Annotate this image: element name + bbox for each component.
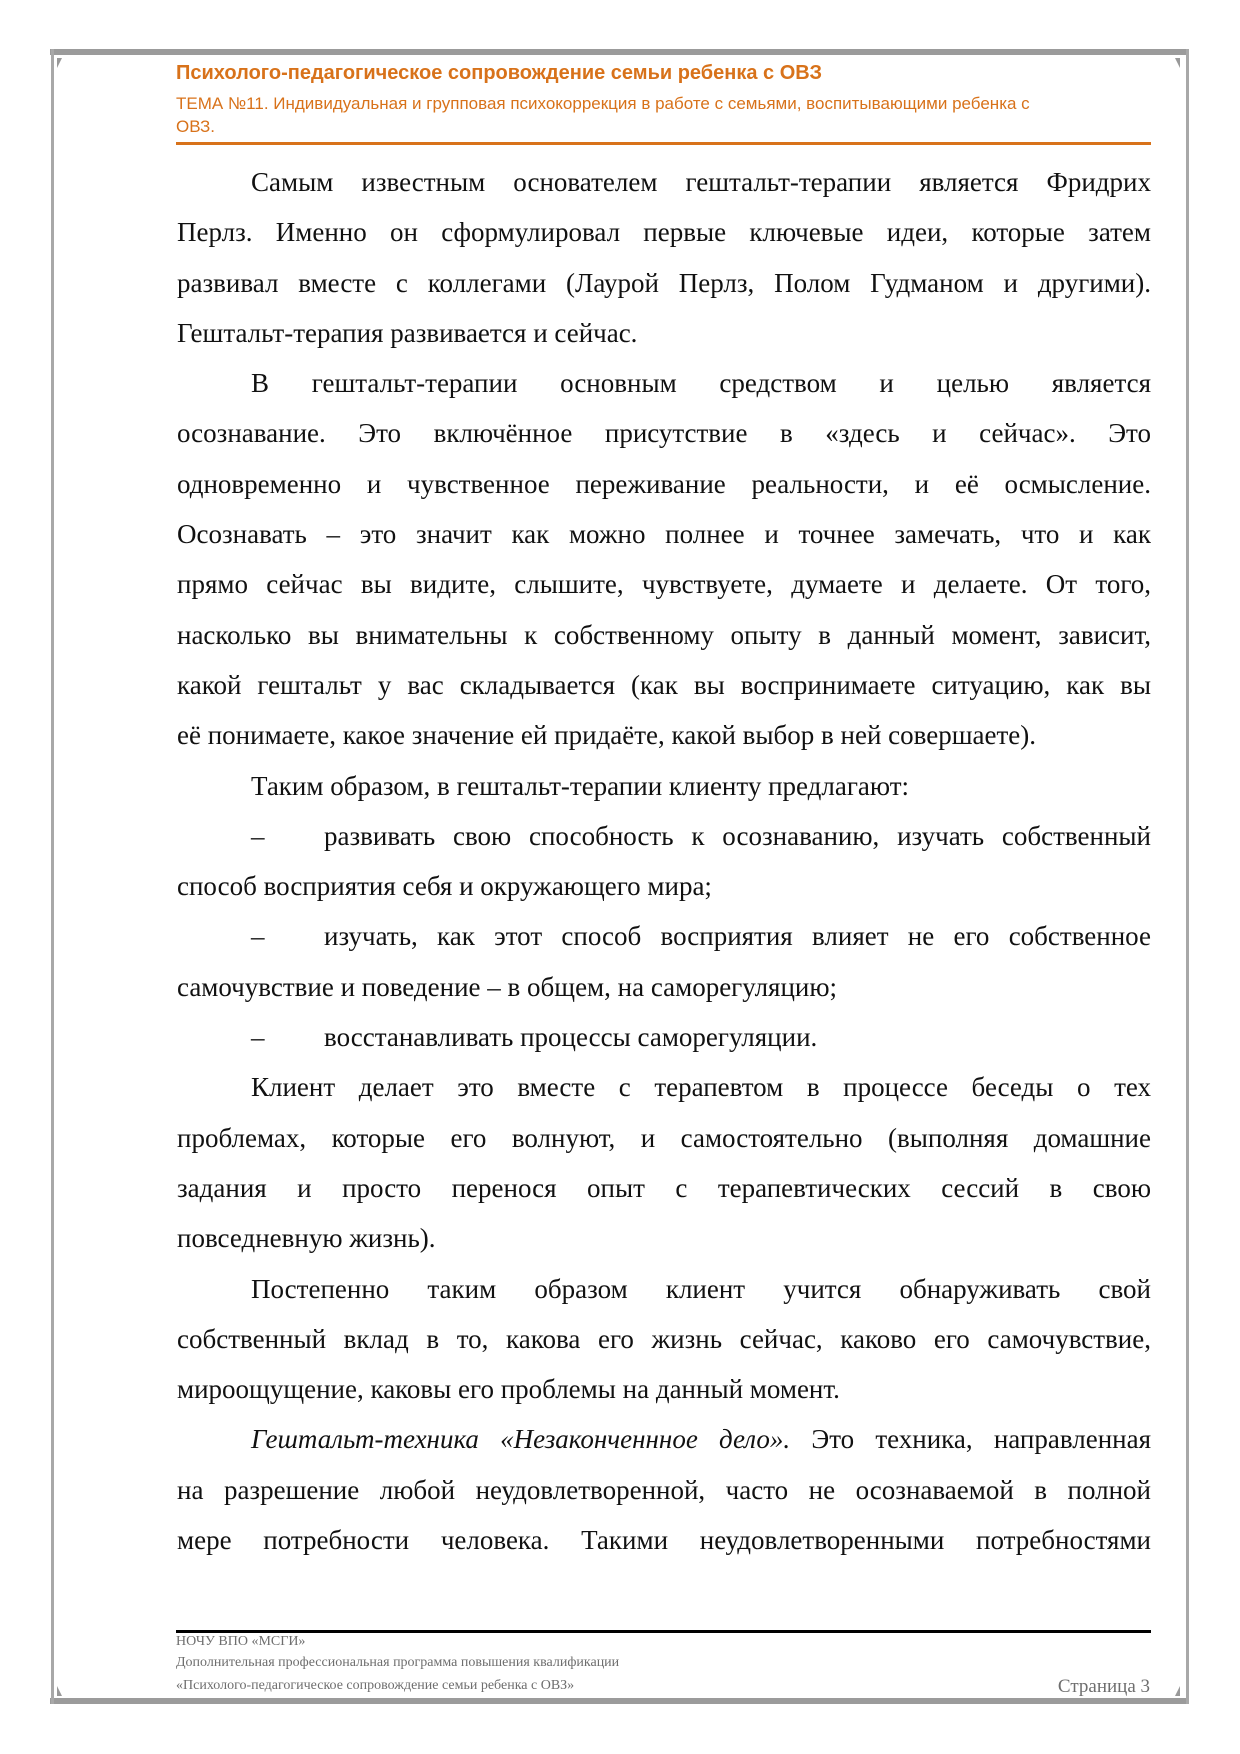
- bullet-dash: –: [251, 921, 265, 952]
- paragraph-line: развивал вместе с коллегами (Лаурой Перлз, Полом Гудманом и другими).: [177, 267, 1151, 298]
- footer-course: «Психолого-педагогическое сопровождение семьи ребенка с ОВЗ»: [176, 1678, 575, 1693]
- header-title: Психолого-педагогическое сопровождение семьи ребенка с ОВЗ: [176, 62, 822, 84]
- list-item-line: способ восприятия себя и окружающего мира;: [177, 871, 712, 902]
- footer-org: НОЧУ ВПО «МСГИ»: [176, 1634, 306, 1649]
- paragraph-line: Таким образом, в гештальт-терапии клиенту предлагают:: [251, 770, 910, 801]
- paragraph-line: В гештальт-терапии основным средством и целью является: [251, 368, 1151, 399]
- page-frame-top: [50, 49, 1188, 55]
- paragraph-line: Перлз. Именно он сформулировал первые ключевые идеи, которые затем: [177, 217, 1151, 248]
- paragraph-line: какой гештальт у вас складывается (как вы воспринимаете ситуацию, как вы: [177, 669, 1151, 700]
- corner-mark-icon: [1175, 58, 1180, 68]
- paragraph-line: [177, 1414, 1151, 1464]
- paragraph-line: задания и просто перенося опыт с терапевтических сессий в свою: [177, 1172, 1151, 1203]
- paragraph-line: мироощущение, каковы его проблемы на данный момент.: [177, 1374, 840, 1405]
- list-item-line: [177, 1012, 1151, 1062]
- paragraph-line: Клиент делает это вместе с терапевтом в процессе беседы о тех: [251, 1072, 1151, 1103]
- paragraph-line: на разрешение любой неудовлетворенной, часто не осознаваемой в полной: [177, 1474, 1151, 1505]
- bullet-dash: –: [251, 1022, 265, 1053]
- corner-mark-icon: [57, 58, 62, 68]
- page-frame-right: [1186, 49, 1189, 1704]
- header-subtitle: ТЕМА №11. Индивидуальная и групповая психокоррекция в работе с семьями, воспитывающими ребенка с: [176, 94, 1030, 113]
- list-item-line: [177, 811, 1151, 861]
- header-subtitle-continued: ОВЗ.: [176, 117, 215, 136]
- paragraph-line: насколько вы внимательны к собственному опыту в данный момент, зависит,: [177, 619, 1151, 650]
- page-frame-bottom: [50, 1698, 1188, 1704]
- footer-program: Дополнительная профессиональная программа повышения квалификации: [176, 1655, 620, 1670]
- paragraph-line: Гештальт-терапия развивается и сейчас.: [177, 317, 638, 348]
- corner-mark-icon: [1175, 1686, 1180, 1696]
- footer-divider: [176, 1630, 1151, 1633]
- corner-mark-icon: [57, 1686, 62, 1696]
- paragraph-line: прямо сейчас вы видите, слышите, чувствуете, думаете и делаете. От того,: [177, 569, 1151, 600]
- document-body: [177, 157, 1151, 1565]
- paragraph-line: повседневную жизнь).: [177, 1223, 436, 1254]
- header-divider: [176, 142, 1151, 145]
- bullet-dash: –: [251, 820, 265, 851]
- page-frame-left: [51, 49, 54, 1704]
- italic-lead: Гештальт-техника «Незаконченнное дело».: [251, 1424, 791, 1455]
- paragraph-line: её понимаете, какое значение ей придаёте, какой выбор в ней совершаете).: [177, 720, 1036, 751]
- paragraph-line: собственный вклад в то, какова его жизнь сейчас, каково его самочувствие,: [177, 1323, 1151, 1354]
- paragraph-line: одновременно и чувственное переживание реальности, и её осмысление.: [177, 468, 1151, 499]
- paragraph-line: мере потребности человека. Такими неудовлетворенными потребностями: [177, 1525, 1151, 1556]
- paragraph-line: Постепенно таким образом клиент учится обнаруживать свой: [251, 1273, 1151, 1304]
- list-item-text: восстанавливать процессы саморегуляции.: [324, 1022, 818, 1053]
- list-item-text: развивать свою способность к осознаванию, изучать собственный: [324, 820, 1151, 851]
- paragraph-line: осознавание. Это включённое присутствие в «здесь и сейчас». Это: [177, 418, 1151, 449]
- paragraph-line: проблемах, которые его волнуют, и самостоятельно (выполняя домашние: [177, 1122, 1151, 1153]
- paragraph-text: Это техника, направленная: [790, 1424, 1151, 1455]
- list-item-line: самочувствие и поведение – в общем, на саморегуляцию;: [177, 971, 838, 1002]
- list-item-line: [177, 911, 1151, 961]
- paragraph-line: Самым известным основателем гештальт-терапии является Фридрих: [251, 167, 1151, 197]
- page-number: Страница 3: [1057, 1676, 1150, 1697]
- paragraph-line: Осознавать – это значит как можно полнее и точнее замечать, что и как: [177, 519, 1151, 550]
- list-item-text: изучать, как этот способ восприятия влияет не его собственное: [324, 921, 1151, 952]
